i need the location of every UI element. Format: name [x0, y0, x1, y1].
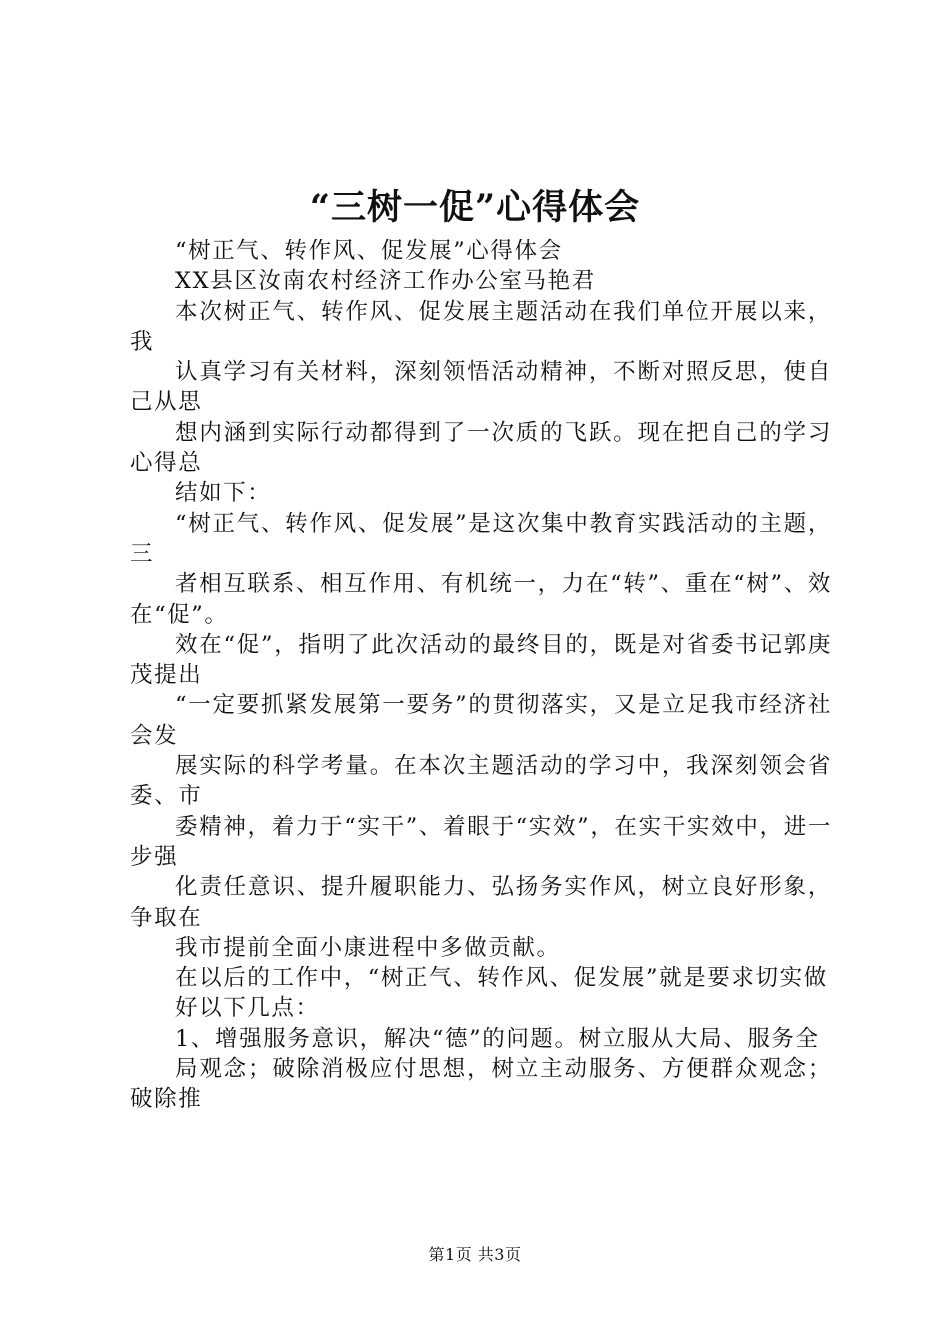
- paragraph: 委精神，着力于“实干”、着眼于“实效”，在实干实效中，进一步强: [130, 813, 832, 870]
- document-body: [130, 236, 832, 1115]
- paragraph: 在以后的工作中，“树正气、转作风、促发展”就是要求切实做: [175, 965, 828, 992]
- paragraph: 展实际的科学考量。在本次主题活动的学习中，我深刻领会省委、市: [130, 753, 832, 810]
- paragraph: 想内涵到实际行动都得到了一次质的飞跃。现在把自己的学习心得总: [130, 419, 832, 477]
- paragraph: 1、增强服务意识，解决“德”的问题。树立服从大局、服务全: [175, 1025, 820, 1052]
- paragraph: “树正气、转作风、促发展”是这次集中教育实践活动的主题，三: [130, 510, 832, 567]
- paragraph: “一定要抓紧发展第一要务”的贯彻落实，又是立足我市经济社会发: [130, 692, 832, 749]
- paragraph: 局观念；破除消极应付思想，树立主动服务、方便群众观念；破除推: [130, 1056, 832, 1113]
- document-title: “三树一促”心得体会: [309, 187, 641, 228]
- paragraph: 好以下几点：: [175, 995, 320, 1022]
- paragraph: 效在“促”，指明了此次活动的最终目的，既是对省委书记郭庚茂提出: [130, 631, 832, 689]
- paragraph: 者相互联系、相互作用、有机统一，力在“转”、重在“树”、效在“促”。: [130, 571, 832, 628]
- paragraph: 本次树正气、转作风、促发展主题活动在我们单位开展以来，我: [130, 298, 832, 355]
- paragraph: 我市提前全面小康进程中多做贡献。: [175, 934, 561, 961]
- page-footer: 第1页 共3页: [428, 1245, 522, 1264]
- paragraph: “树正气、转作风、促发展”心得体会: [175, 238, 563, 264]
- paragraph: 认真学习有关材料，深刻领悟活动精神，不断对照反思，使自己从思: [130, 359, 832, 416]
- paragraph: 化责任意识、提升履职能力、弘扬务实作风，树立良好形象，争取在: [130, 874, 832, 931]
- paragraph: 结如下：: [175, 480, 272, 507]
- paragraph: XX县区汝南农村经济工作办公室马艳君: [175, 268, 596, 295]
